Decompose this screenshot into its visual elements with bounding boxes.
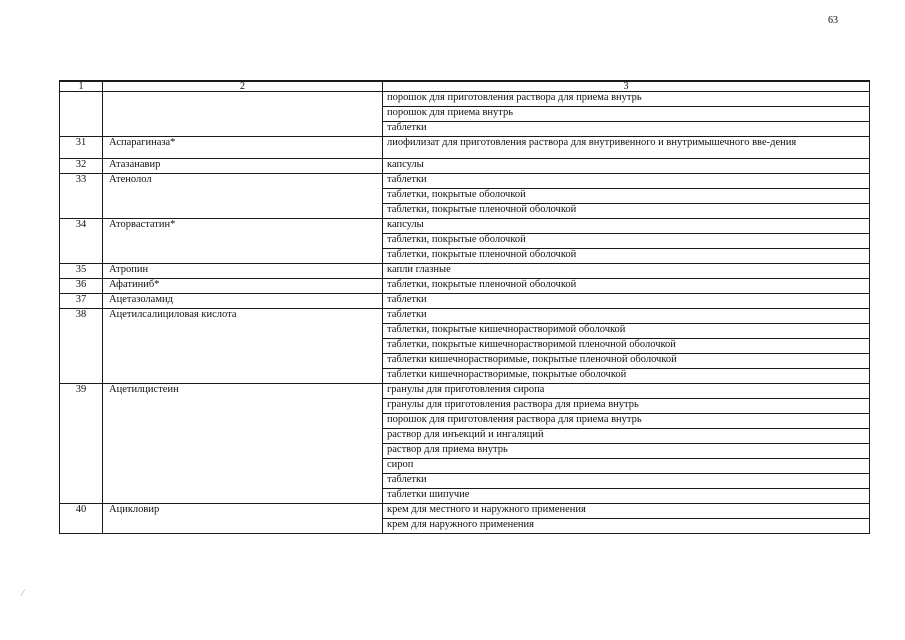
dosage-form-cell: капли глазные bbox=[383, 264, 870, 279]
dosage-form-cell: таблетки bbox=[383, 174, 870, 189]
drug-name-cell: Атропин bbox=[103, 264, 383, 279]
margin-scan-mark: ⁄ bbox=[22, 588, 24, 598]
dosage-form-cell: таблетки шипучие bbox=[383, 489, 870, 504]
dosage-form-cell: таблетки, покрытые пленочной оболочкой bbox=[383, 249, 870, 264]
row-number-cell: 40 bbox=[60, 504, 103, 534]
row-number-cell: 34 bbox=[60, 219, 103, 264]
drug-name-cell bbox=[103, 92, 383, 137]
drug-name-cell: Ацетилсалициловая кислота bbox=[103, 309, 383, 384]
column-header-forms: 3 bbox=[383, 81, 870, 92]
dosage-form-cell: гранулы для приготовления сиропа bbox=[383, 384, 870, 399]
dosage-form-cell: таблетки кишечнорастворимые, покрытые пленочной оболочкой bbox=[383, 354, 870, 369]
dosage-form-cell: порошок для приготовления раствора для приема внутрь bbox=[383, 92, 870, 107]
dosage-form-cell: крем для местного и наружного применения bbox=[383, 504, 870, 519]
dosage-form-cell: таблетки bbox=[383, 309, 870, 324]
dosage-form-cell: таблетки bbox=[383, 122, 870, 137]
table-row bbox=[60, 219, 870, 234]
table-row bbox=[60, 504, 870, 519]
table-row bbox=[60, 159, 870, 174]
dosage-form-cell: таблетки bbox=[383, 474, 870, 489]
column-header-number: 1 bbox=[60, 81, 103, 92]
dosage-form-cell: капсулы bbox=[383, 219, 870, 234]
table-row bbox=[60, 384, 870, 399]
drug-table bbox=[59, 80, 870, 534]
dosage-form-cell: порошок для приема внутрь bbox=[383, 107, 870, 122]
dosage-form-cell: таблетки, покрытые кишечнорастворимой пленочной оболочкой bbox=[383, 339, 870, 354]
row-number-cell: 35 bbox=[60, 264, 103, 279]
dosage-form-cell: таблетки, покрытые пленочной оболочкой bbox=[383, 279, 870, 294]
row-number-cell: 32 bbox=[60, 159, 103, 174]
table-row bbox=[60, 294, 870, 309]
dosage-form-cell: таблетки, покрытые оболочкой bbox=[383, 234, 870, 249]
page-number: 63 bbox=[828, 15, 838, 26]
dosage-form-cell: лиофилизат для приготовления раствора для внутривенного и внутримышечного вве-дения bbox=[383, 137, 870, 159]
dosage-form-cell: раствор для приема внутрь bbox=[383, 444, 870, 459]
dosage-form-cell: раствор для инъекций и ингаляций bbox=[383, 429, 870, 444]
drug-name-cell: Ацикловир bbox=[103, 504, 383, 534]
row-number-cell bbox=[60, 92, 103, 137]
table-row bbox=[60, 92, 870, 107]
table-row bbox=[60, 264, 870, 279]
table-row bbox=[60, 309, 870, 324]
dosage-form-cell: гранулы для приготовления раствора для приема внутрь bbox=[383, 399, 870, 414]
dosage-form-cell: таблетки, покрытые пленочной оболочкой bbox=[383, 204, 870, 219]
row-number-cell: 33 bbox=[60, 174, 103, 219]
dosage-form-cell: сироп bbox=[383, 459, 870, 474]
table-row bbox=[60, 174, 870, 189]
dosage-form-cell: таблетки, покрытые кишечнорастворимой оболочкой bbox=[383, 324, 870, 339]
row-number-cell: 38 bbox=[60, 309, 103, 384]
dosage-form-cell: таблетки, покрытые оболочкой bbox=[383, 189, 870, 204]
table-body bbox=[60, 81, 870, 534]
drug-name-cell: Аспарагиназа* bbox=[103, 137, 383, 159]
table-header-row bbox=[60, 81, 870, 92]
dosage-form-cell: таблетки bbox=[383, 294, 870, 309]
dosage-form-cell: крем для наружного применения bbox=[383, 519, 870, 534]
drug-name-cell: Афатиниб* bbox=[103, 279, 383, 294]
dosage-form-cell: капсулы bbox=[383, 159, 870, 174]
table-row bbox=[60, 279, 870, 294]
column-header-name: 2 bbox=[103, 81, 383, 92]
dosage-form-cell: порошок для приготовления раствора для приема внутрь bbox=[383, 414, 870, 429]
row-number-cell: 36 bbox=[60, 279, 103, 294]
drug-name-cell: Атенолол bbox=[103, 174, 383, 219]
row-number-cell: 37 bbox=[60, 294, 103, 309]
drug-name-cell: Атазанавир bbox=[103, 159, 383, 174]
row-number-cell: 39 bbox=[60, 384, 103, 504]
table-row bbox=[60, 137, 870, 159]
drug-name-cell: Ацетилцистеин bbox=[103, 384, 383, 504]
drug-name-cell: Ацетазоламид bbox=[103, 294, 383, 309]
dosage-form-cell: таблетки кишечнорастворимые, покрытые оболочкой bbox=[383, 369, 870, 384]
drug-name-cell: Аторвастатин* bbox=[103, 219, 383, 264]
row-number-cell: 31 bbox=[60, 137, 103, 159]
